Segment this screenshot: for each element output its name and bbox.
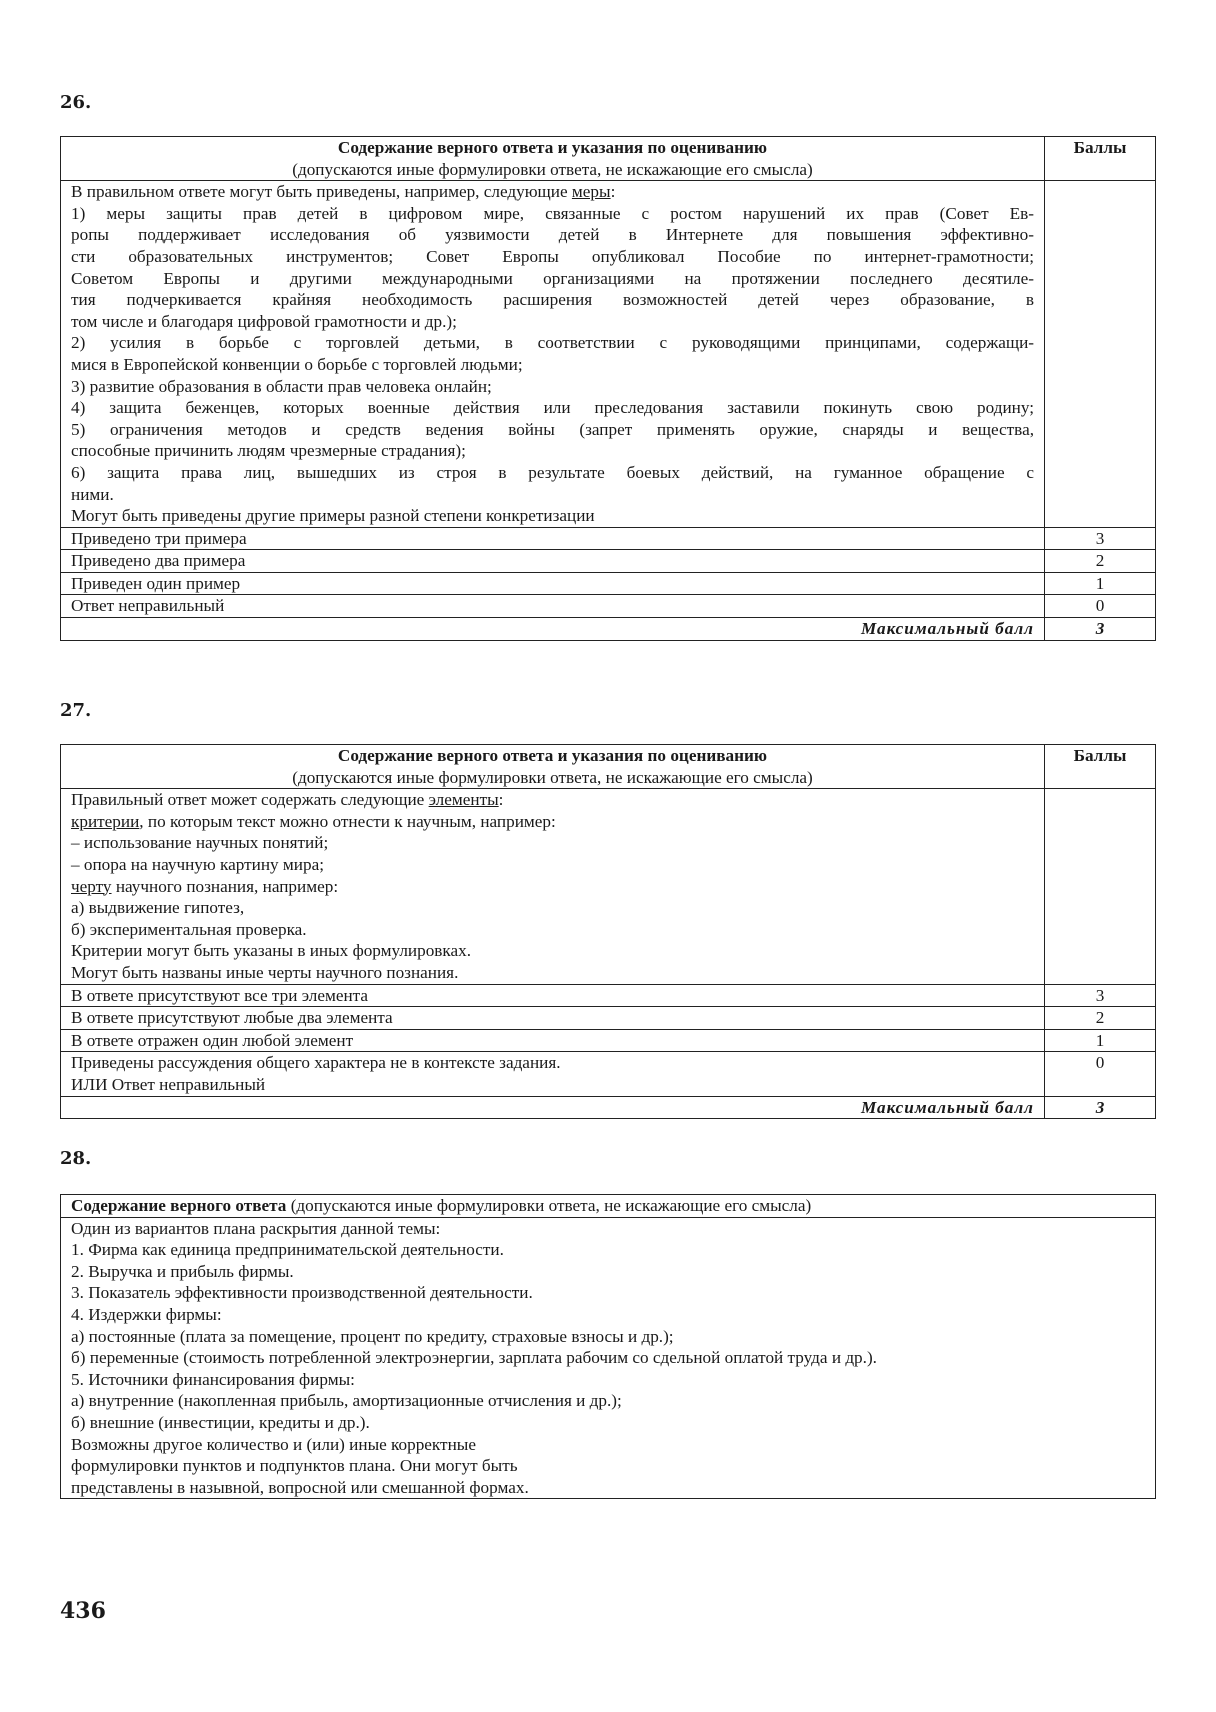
page-number: 436 [60, 1598, 106, 1624]
plan-line: Возможны другое количество и (или) иные корректные [71, 1434, 476, 1454]
criteria-key: критерии [71, 811, 140, 831]
trait-line [71, 876, 1034, 898]
answer-intro-text: Правильный ответ может содержать следующие [71, 790, 429, 810]
criteria-header [61, 745, 1045, 789]
score-value: 0 [1045, 1052, 1156, 1096]
answer-line: ропы поддерживает исследования об уязвимости детей в Интернете для повышения эффективно- [71, 225, 1034, 245]
task-28-table [60, 1194, 1156, 1499]
score-criterion: В ответе присутствуют любые два элемента [61, 1007, 1045, 1030]
answer-header-bold: Содержание верного ответа [71, 1196, 287, 1215]
points-header: Баллы [1045, 745, 1156, 789]
task-number-27: 27. [60, 700, 92, 721]
task-26-table [60, 136, 1156, 641]
answer-line: том числе и благодаря цифровой грамотности и др.); [71, 311, 457, 331]
answer-line: 3) развитие образования в области прав человека онлайн; [71, 376, 492, 396]
score-zero-line: ИЛИ Ответ неправильный [71, 1074, 266, 1094]
answer-line: Могут быть приведены другие примеры разной степени конкретизации [71, 506, 595, 526]
criteria-text: , по которым текст можно отнести к научным, например: [139, 811, 556, 831]
score-zero-line: Приведены рассуждения общего характера не в контексте задания. [71, 1053, 561, 1073]
table-header-row [61, 1195, 1156, 1218]
answer-line: способные причинить людям чрезмерные страдания); [71, 441, 466, 461]
answer-content-row [61, 1217, 1156, 1499]
score-row [61, 1052, 1156, 1096]
score-criterion: Ответ неправильный [61, 595, 1045, 618]
criteria-item: – опора на научную картину мира; [71, 854, 324, 874]
answer-intro-text: В правильном ответе могут быть приведены, например, следующие [71, 182, 572, 202]
answer-line: 2) усилия в борьбе с торговлей детьми, в соответствии с руководящими принципами, содержащи- [71, 333, 1034, 353]
answer-line: тия подчеркивается крайняя необходимость расширения возможностей детей через образование, в [71, 290, 1034, 310]
points-header: Баллы [1045, 137, 1156, 181]
plan-line: 2. Выручка и прибыль фирмы. [71, 1261, 294, 1281]
trait-key: черту [71, 876, 112, 896]
table-header-row [61, 745, 1156, 789]
score-value: 2 [1045, 550, 1156, 573]
points-cell-empty [1045, 789, 1156, 984]
answer-content-row [61, 181, 1156, 528]
answer-line: 6) защита права лиц, вышедших из строя в результате боевых действий, на гуманное обращение с [71, 462, 1034, 482]
answer-line: мися в Европейской конвенции о борьбе с торговлей людьми; [71, 354, 523, 374]
plan-line: представлены в назывной, вопросной или смешанной формах. [71, 1477, 529, 1497]
answer-content [61, 1217, 1156, 1499]
answer-line: 5) ограничения методов и средств ведения войны (запрет применять оружие, снаряды и вещества, [71, 419, 1034, 439]
points-cell-empty [1045, 181, 1156, 528]
score-value: 1 [1045, 1029, 1156, 1052]
score-criterion: Приведен один пример [61, 572, 1045, 595]
trait-text: научного познания, например: [111, 876, 339, 896]
score-value: 0 [1045, 595, 1156, 618]
max-score-label: Максимальный балл [61, 618, 1045, 641]
score-value: 1 [1045, 572, 1156, 595]
score-row [61, 1007, 1156, 1030]
plan-line: 4. Издержки фирмы: [71, 1304, 222, 1324]
score-row [61, 984, 1156, 1007]
score-value: 3 [1045, 984, 1156, 1007]
score-value: 3 [1045, 527, 1156, 550]
plan-line: 3. Показатель эффективности производственной деятельности. [71, 1283, 533, 1303]
max-score-value: 3 [1045, 618, 1156, 641]
answer-content [61, 789, 1045, 984]
score-value: 2 [1045, 1007, 1156, 1030]
answer-intro-end: : [498, 790, 504, 810]
plan-line: а) постоянные (плата за помещение, процент по кредиту, страховые взносы и др.); [71, 1326, 674, 1346]
answer-line: 1) меры защиты прав детей в цифровом мире, связанные с ростом нарушений их прав (Совет Ев- [71, 203, 1034, 223]
max-score-label: Максимальный балл [61, 1096, 1045, 1119]
score-row [61, 572, 1156, 595]
score-criterion: Приведено два примера [61, 550, 1045, 573]
score-criterion [61, 1052, 1045, 1096]
answer-intro-end: : [610, 182, 616, 202]
answer-intro [71, 181, 1034, 203]
table-header-row [61, 137, 1156, 181]
score-row [61, 527, 1156, 550]
answer-line: Советом Европы и другими международными организациями на протяжении последнего десятиле- [71, 268, 1034, 288]
criteria-header-title: Содержание верного ответа и указания по оцениванию [337, 746, 768, 765]
answer-line: сти образовательных инструментов; Совет Европы опубликовал Пособие по интернет-грамотности; [71, 246, 1034, 266]
answer-line: ними. [71, 484, 114, 504]
answer-header-note: (допускаются иные формулировки ответа, не искажающие его смысла) [286, 1196, 812, 1215]
score-criterion: В ответе присутствуют все три элемента [61, 984, 1045, 1007]
max-score-value: 3 [1045, 1096, 1156, 1119]
criteria-header-title: Содержание верного ответа и указания по оцениванию [337, 138, 768, 157]
task-number-26: 26. [60, 92, 92, 113]
answer-note: Могут быть названы иные черты научного познания. [71, 962, 459, 982]
score-criterion: Приведено три примера [61, 527, 1045, 550]
answer-intro-key: меры [571, 182, 611, 202]
task-27-table [60, 744, 1156, 1119]
answer-content [61, 181, 1045, 528]
score-criterion: В ответе отражен один любой элемент [61, 1029, 1045, 1052]
plan-line: формулировки пунктов и подпунктов плана. Они могут быть [71, 1456, 518, 1476]
plan-line: Один из вариантов плана раскрытия данной темы: [71, 1218, 441, 1238]
max-score-row [61, 1096, 1156, 1119]
answer-note: Критерии могут быть указаны в иных формулировках. [71, 941, 472, 961]
criteria-item: – использование научных понятий; [71, 833, 329, 853]
plan-line: б) внешние (инвестиции, кредиты и др.). [71, 1412, 370, 1432]
trait-item: а) выдвижение гипотез, [71, 898, 245, 918]
answer-content-row [61, 789, 1156, 984]
score-row [61, 595, 1156, 618]
criteria-line [71, 811, 1034, 833]
plan-line: а) внутренние (накопленная прибыль, амортизационные отчисления и др.); [71, 1391, 622, 1411]
answer-intro [71, 789, 1034, 811]
plan-line: 1. Фирма как единица предпринимательской деятельности. [71, 1240, 504, 1260]
answer-line: 4) защита беженцев, которых военные действия или преследования заставили покинуть свою родину; [71, 398, 1034, 418]
plan-line: 5. Источники финансирования фирмы: [71, 1369, 355, 1389]
criteria-header-note: (допускаются иные формулировки ответа, не искажающие его смысла) [292, 767, 813, 787]
criteria-header-note: (допускаются иные формулировки ответа, не искажающие его смысла) [292, 159, 813, 179]
trait-item: б) экспериментальная проверка. [71, 919, 307, 939]
plan-line: б) переменные (стоимость потребленной электроэнергии, зарплата рабочим со сдельной оплатой труда и др.). [71, 1348, 877, 1368]
max-score-row [61, 618, 1156, 641]
answer-header [61, 1195, 1156, 1218]
task-number-28: 28. [60, 1148, 92, 1169]
score-row [61, 1029, 1156, 1052]
score-row [61, 550, 1156, 573]
answer-intro-key: элементы [428, 790, 499, 810]
criteria-header [61, 137, 1045, 181]
